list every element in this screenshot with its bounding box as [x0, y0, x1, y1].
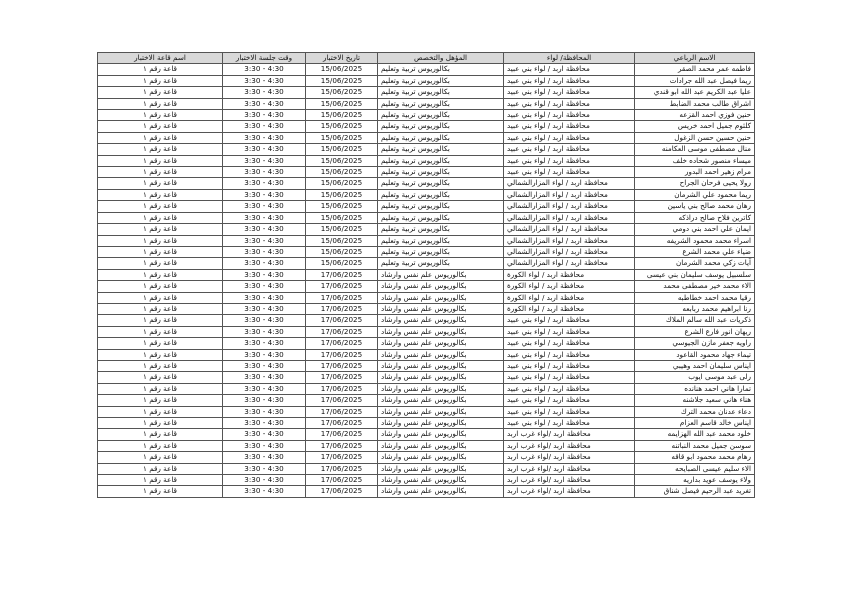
cell-hall: قاعة رقم ١: [98, 383, 223, 394]
cell-time: 3:30 - 4:30: [223, 75, 306, 86]
cell-qualification: بكالوريوس تربية وتعليم: [378, 64, 504, 75]
cell-name: هناء هاني سعيد جلاشنه: [635, 395, 755, 406]
cell-time: 3:30 - 4:30: [223, 246, 306, 257]
cell-hall: قاعة رقم ١: [98, 75, 223, 86]
cell-date: 17/06/2025: [306, 395, 378, 406]
table-row: [98, 292, 755, 303]
table-row: [98, 429, 755, 440]
cell-hall: قاعة رقم ١: [98, 326, 223, 337]
cell-name: ضياء علي محمد الشرع: [635, 246, 755, 257]
cell-name: آيات زكي محمد الشرمان: [635, 258, 755, 269]
table-row: [98, 121, 755, 132]
header-governorate: المحافظة/ لواء: [504, 53, 635, 64]
cell-date: 15/06/2025: [306, 75, 378, 86]
cell-name: سلسبيل يوسف سليمان بني عيسى: [635, 269, 755, 280]
exam-schedule-sheet: [97, 52, 754, 498]
cell-name: ريما فيصل عبد الله جرادات: [635, 75, 755, 86]
table-row: [98, 155, 755, 166]
cell-qualification: بكالوريوس علم نفس وارشاد: [378, 463, 504, 474]
table-row: [98, 87, 755, 98]
cell-name: رقيا محمد احمد خطاطبه: [635, 292, 755, 303]
cell-hall: قاعة رقم ١: [98, 418, 223, 429]
cell-name: ميساء منصور شحاده خلف: [635, 155, 755, 166]
cell-governorate: محافظة اربد / لواء بني عبيد: [504, 372, 635, 383]
table-row: [98, 360, 755, 371]
cell-date: 15/06/2025: [306, 201, 378, 212]
cell-hall: قاعة رقم ١: [98, 98, 223, 109]
cell-governorate: محافظة اربد /لواء غرب اربد: [504, 486, 635, 497]
cell-qualification: بكالوريوس تربية وتعليم: [378, 212, 504, 223]
exam-schedule-table: [97, 52, 755, 498]
table-row: [98, 64, 755, 75]
cell-governorate: محافظة اربد / لواء المزارالشمالي: [504, 212, 635, 223]
cell-governorate: محافظة اربد /لواء غرب اربد: [504, 463, 635, 474]
table-row: [98, 406, 755, 417]
cell-date: 15/06/2025: [306, 87, 378, 98]
table-row: [98, 132, 755, 143]
cell-time: 3:30 - 4:30: [223, 167, 306, 178]
cell-hall: قاعة رقم ١: [98, 349, 223, 360]
cell-time: 3:30 - 4:30: [223, 235, 306, 246]
cell-governorate: محافظة اربد / لواء بني عبيد: [504, 87, 635, 98]
cell-qualification: بكالوريوس تربية وتعليم: [378, 258, 504, 269]
cell-governorate: محافظة اربد /لواء غرب اربد: [504, 452, 635, 463]
cell-governorate: محافظة اربد / لواء بني عبيد: [504, 315, 635, 326]
table-row: [98, 224, 755, 235]
cell-qualification: بكالوريوس علم نفس وارشاد: [378, 406, 504, 417]
cell-governorate: محافظة اربد / لواء بني عبيد: [504, 326, 635, 337]
cell-qualification: بكالوريوس تربية وتعليم: [378, 98, 504, 109]
cell-hall: قاعة رقم ١: [98, 235, 223, 246]
cell-hall: قاعة رقم ١: [98, 201, 223, 212]
cell-name: رولا يحيى فرحان الجراح: [635, 178, 755, 189]
cell-qualification: بكالوريوس تربية وتعليم: [378, 167, 504, 178]
header-hall: اسم قاعة الاختبار: [98, 53, 223, 64]
cell-governorate: محافظة اربد / لواء بني عبيد: [504, 110, 635, 121]
cell-hall: قاعة رقم ١: [98, 258, 223, 269]
cell-date: 15/06/2025: [306, 167, 378, 178]
cell-hall: قاعة رقم ١: [98, 303, 223, 314]
header-name: الاسم الرباعي: [635, 53, 755, 64]
cell-qualification: بكالوريوس علم نفس وارشاد: [378, 429, 504, 440]
cell-hall: قاعة رقم ١: [98, 406, 223, 417]
cell-governorate: محافظة اربد / لواء بني عبيد: [504, 395, 635, 406]
cell-governorate: محافظة اربد / لواء الكورة: [504, 281, 635, 292]
cell-hall: قاعة رقم ١: [98, 110, 223, 121]
cell-date: 17/06/2025: [306, 383, 378, 394]
table-row: [98, 235, 755, 246]
table-row: [98, 326, 755, 337]
cell-name: تمارا هاني احمد هنانده: [635, 383, 755, 394]
cell-governorate: محافظة اربد / لواء الكورة: [504, 269, 635, 280]
cell-governorate: محافظة اربد / لواء بني عبيد: [504, 349, 635, 360]
cell-time: 3:30 - 4:30: [223, 349, 306, 360]
header-date: تاريخ الاختبار: [306, 53, 378, 64]
cell-time: 3:30 - 4:30: [223, 64, 306, 75]
cell-date: 17/06/2025: [306, 440, 378, 451]
cell-date: 17/06/2025: [306, 360, 378, 371]
cell-governorate: محافظة اربد / لواء المزارالشمالي: [504, 246, 635, 257]
cell-date: 17/06/2025: [306, 338, 378, 349]
cell-name: خلود محمد عبد الله الهزايمه: [635, 429, 755, 440]
table-row: [98, 178, 755, 189]
cell-time: 3:30 - 4:30: [223, 178, 306, 189]
header-qualification: المؤهل والتخصص: [378, 53, 504, 64]
cell-hall: قاعة رقم ١: [98, 440, 223, 451]
cell-time: 3:30 - 4:30: [223, 486, 306, 497]
cell-time: 3:30 - 4:30: [223, 326, 306, 337]
cell-hall: قاعة رقم ١: [98, 452, 223, 463]
cell-name: حنين حسين حسن الزغول: [635, 132, 755, 143]
table-body: [98, 64, 755, 497]
cell-governorate: محافظة اربد / لواء بني عبيد: [504, 144, 635, 155]
cell-hall: قاعة رقم ١: [98, 292, 223, 303]
cell-hall: قاعة رقم ١: [98, 144, 223, 155]
cell-hall: قاعة رقم ١: [98, 189, 223, 200]
cell-time: 3:30 - 4:30: [223, 189, 306, 200]
cell-date: 17/06/2025: [306, 429, 378, 440]
cell-name: الاء سليم عيسى الصبايحه: [635, 463, 755, 474]
cell-hall: قاعة رقم ١: [98, 246, 223, 257]
cell-name: كلثوم جميل احمد خريس: [635, 121, 755, 132]
cell-name: مرام زهير احمد البدور: [635, 167, 755, 178]
header-time: وقت جلسة الاختبار: [223, 53, 306, 64]
cell-qualification: بكالوريوس تربية وتعليم: [378, 246, 504, 257]
cell-hall: قاعة رقم ١: [98, 87, 223, 98]
cell-date: 17/06/2025: [306, 269, 378, 280]
cell-governorate: محافظة اربد / لواء بني عبيد: [504, 167, 635, 178]
cell-name: ايناس خالد قاسم العزام: [635, 418, 755, 429]
table-row: [98, 110, 755, 121]
cell-hall: قاعة رقم ١: [98, 132, 223, 143]
cell-governorate: محافظة اربد / لواء المزارالشمالي: [504, 201, 635, 212]
cell-name: ريما محمود علي الشرمان: [635, 189, 755, 200]
cell-hall: قاعة رقم ١: [98, 121, 223, 132]
cell-qualification: بكالوريوس تربية وتعليم: [378, 144, 504, 155]
cell-time: 3:30 - 4:30: [223, 406, 306, 417]
cell-hall: قاعة رقم ١: [98, 395, 223, 406]
cell-name: رهان محمد صالح بني ياسين: [635, 201, 755, 212]
cell-date: 17/06/2025: [306, 475, 378, 486]
table-row: [98, 212, 755, 223]
table-row: [98, 315, 755, 326]
cell-hall: قاعة رقم ١: [98, 429, 223, 440]
cell-governorate: محافظة اربد / لواء بني عبيد: [504, 75, 635, 86]
cell-time: 3:30 - 4:30: [223, 429, 306, 440]
cell-qualification: بكالوريوس علم نفس وارشاد: [378, 281, 504, 292]
cell-name: رلى عبد موسى ايوب: [635, 372, 755, 383]
cell-name: دعاء عدنان محمد الترك: [635, 406, 755, 417]
cell-date: 17/06/2025: [306, 463, 378, 474]
table-row: [98, 258, 755, 269]
cell-hall: قاعة رقم ١: [98, 224, 223, 235]
table-row: [98, 338, 755, 349]
cell-time: 3:30 - 4:30: [223, 338, 306, 349]
cell-governorate: محافظة اربد / لواء بني عبيد: [504, 121, 635, 132]
cell-date: 17/06/2025: [306, 326, 378, 337]
cell-governorate: محافظة اربد / لواء المزارالشمالي: [504, 189, 635, 200]
cell-date: 15/06/2025: [306, 98, 378, 109]
cell-qualification: بكالوريوس علم نفس وارشاد: [378, 440, 504, 451]
cell-qualification: بكالوريوس علم نفس وارشاد: [378, 326, 504, 337]
table-row: [98, 269, 755, 280]
cell-time: 3:30 - 4:30: [223, 201, 306, 212]
cell-qualification: بكالوريوس تربية وتعليم: [378, 155, 504, 166]
cell-name: فاطمه عمر محمد الصقر: [635, 64, 755, 75]
cell-date: 17/06/2025: [306, 303, 378, 314]
cell-qualification: بكالوريوس تربية وتعليم: [378, 110, 504, 121]
table-row: [98, 452, 755, 463]
cell-hall: قاعة رقم ١: [98, 167, 223, 178]
cell-hall: قاعة رقم ١: [98, 212, 223, 223]
cell-date: 17/06/2025: [306, 281, 378, 292]
cell-time: 3:30 - 4:30: [223, 315, 306, 326]
cell-time: 3:30 - 4:30: [223, 110, 306, 121]
cell-date: 17/06/2025: [306, 349, 378, 360]
cell-name: اشراق طالب محمد الضابط: [635, 98, 755, 109]
cell-date: 15/06/2025: [306, 189, 378, 200]
cell-date: 17/06/2025: [306, 418, 378, 429]
cell-governorate: محافظة اربد / لواء بني عبيد: [504, 360, 635, 371]
cell-qualification: بكالوريوس تربية وتعليم: [378, 121, 504, 132]
cell-name: تغريد عبد الرحيم فيصل شناق: [635, 486, 755, 497]
cell-time: 3:30 - 4:30: [223, 452, 306, 463]
cell-hall: قاعة رقم ١: [98, 463, 223, 474]
cell-hall: قاعة رقم ١: [98, 281, 223, 292]
table-row: [98, 303, 755, 314]
cell-governorate: محافظة اربد /لواء غرب اربد: [504, 429, 635, 440]
cell-time: 3:30 - 4:30: [223, 383, 306, 394]
table-row: [98, 281, 755, 292]
cell-qualification: بكالوريوس علم نفس وارشاد: [378, 269, 504, 280]
cell-governorate: محافظة اربد / لواء المزارالشمالي: [504, 235, 635, 246]
table-row: [98, 75, 755, 86]
table-row: [98, 349, 755, 360]
table-row: [98, 201, 755, 212]
cell-date: 15/06/2025: [306, 144, 378, 155]
cell-governorate: محافظة اربد / لواء بني عبيد: [504, 406, 635, 417]
cell-date: 15/06/2025: [306, 178, 378, 189]
cell-hall: قاعة رقم ١: [98, 475, 223, 486]
cell-date: 17/06/2025: [306, 486, 378, 497]
table-row: [98, 440, 755, 451]
cell-qualification: بكالوريوس تربية وتعليم: [378, 75, 504, 86]
cell-qualification: بكالوريوس علم نفس وارشاد: [378, 292, 504, 303]
cell-qualification: بكالوريوس علم نفس وارشاد: [378, 418, 504, 429]
cell-time: 3:30 - 4:30: [223, 292, 306, 303]
cell-governorate: محافظة اربد /لواء غرب اربد: [504, 475, 635, 486]
cell-qualification: بكالوريوس علم نفس وارشاد: [378, 383, 504, 394]
cell-date: 17/06/2025: [306, 292, 378, 303]
cell-date: 15/06/2025: [306, 110, 378, 121]
table-row: [98, 383, 755, 394]
cell-name: راويه جعفر مازن الجيوسي: [635, 338, 755, 349]
cell-date: 15/06/2025: [306, 212, 378, 223]
cell-time: 3:30 - 4:30: [223, 395, 306, 406]
table-row: [98, 395, 755, 406]
cell-name: ايمان علي احمد بني دومي: [635, 224, 755, 235]
cell-time: 3:30 - 4:30: [223, 360, 306, 371]
table-row: [98, 475, 755, 486]
cell-qualification: بكالوريوس علم نفس وارشاد: [378, 303, 504, 314]
cell-governorate: محافظة اربد / لواء المزارالشمالي: [504, 258, 635, 269]
cell-hall: قاعة رقم ١: [98, 360, 223, 371]
cell-hall: قاعة رقم ١: [98, 155, 223, 166]
cell-date: 15/06/2025: [306, 121, 378, 132]
table-row: [98, 246, 755, 257]
cell-time: 3:30 - 4:30: [223, 281, 306, 292]
cell-qualification: بكالوريوس تربية وتعليم: [378, 132, 504, 143]
cell-date: 17/06/2025: [306, 406, 378, 417]
table-row: [98, 486, 755, 497]
cell-time: 3:30 - 4:30: [223, 303, 306, 314]
cell-time: 3:30 - 4:30: [223, 144, 306, 155]
cell-qualification: بكالوريوس علم نفس وارشاد: [378, 486, 504, 497]
cell-name: الاء محمد خير مصطفى محمد: [635, 281, 755, 292]
cell-governorate: محافظة اربد / لواء بني عبيد: [504, 132, 635, 143]
cell-time: 3:30 - 4:30: [223, 132, 306, 143]
cell-qualification: بكالوريوس علم نفس وارشاد: [378, 349, 504, 360]
cell-qualification: بكالوريوس تربية وتعليم: [378, 189, 504, 200]
cell-qualification: بكالوريوس تربية وتعليم: [378, 201, 504, 212]
cell-time: 3:30 - 4:30: [223, 258, 306, 269]
cell-hall: قاعة رقم ١: [98, 338, 223, 349]
cell-name: ايناس سليمان احمد وهيبي: [635, 360, 755, 371]
cell-time: 3:30 - 4:30: [223, 463, 306, 474]
cell-time: 3:30 - 4:30: [223, 224, 306, 235]
cell-qualification: بكالوريوس علم نفس وارشاد: [378, 475, 504, 486]
cell-name: اسراء محمد محمود الشريفه: [635, 235, 755, 246]
cell-name: ولاء يوسف عويد بداريه: [635, 475, 755, 486]
table-row: [98, 372, 755, 383]
cell-qualification: بكالوريوس علم نفس وارشاد: [378, 372, 504, 383]
cell-time: 3:30 - 4:30: [223, 269, 306, 280]
cell-date: 17/06/2025: [306, 452, 378, 463]
cell-date: 15/06/2025: [306, 64, 378, 75]
cell-hall: قاعة رقم ١: [98, 372, 223, 383]
cell-governorate: محافظة اربد /لواء غرب اربد: [504, 440, 635, 451]
cell-name: منال مصطفى موسى العكامنه: [635, 144, 755, 155]
table-row: [98, 98, 755, 109]
cell-governorate: محافظة اربد / لواء بني عبيد: [504, 98, 635, 109]
cell-qualification: بكالوريوس تربية وتعليم: [378, 178, 504, 189]
cell-qualification: بكالوريوس تربية وتعليم: [378, 235, 504, 246]
cell-governorate: محافظة اربد / لواء بني عبيد: [504, 418, 635, 429]
cell-governorate: محافظة اربد / لواء بني عبيد: [504, 155, 635, 166]
cell-hall: قاعة رقم ١: [98, 178, 223, 189]
cell-date: 17/06/2025: [306, 315, 378, 326]
cell-time: 3:30 - 4:30: [223, 418, 306, 429]
table-row: [98, 189, 755, 200]
table-row: [98, 418, 755, 429]
cell-date: 15/06/2025: [306, 132, 378, 143]
cell-name: رنا ابراهيم محمد ربابعه: [635, 303, 755, 314]
cell-qualification: بكالوريوس علم نفس وارشاد: [378, 338, 504, 349]
cell-governorate: محافظة اربد / لواء بني عبيد: [504, 383, 635, 394]
cell-time: 3:30 - 4:30: [223, 87, 306, 98]
cell-governorate: محافظة اربد / لواء المزارالشمالي: [504, 224, 635, 235]
cell-time: 3:30 - 4:30: [223, 212, 306, 223]
cell-time: 3:30 - 4:30: [223, 440, 306, 451]
cell-time: 3:30 - 4:30: [223, 121, 306, 132]
cell-time: 3:30 - 4:30: [223, 475, 306, 486]
cell-governorate: محافظة اربد / لواء بني عبيد: [504, 64, 635, 75]
cell-date: 17/06/2025: [306, 372, 378, 383]
header-row: [98, 53, 755, 64]
cell-name: تيماء جهاد محمود القاعود: [635, 349, 755, 360]
cell-qualification: بكالوريوس علم نفس وارشاد: [378, 395, 504, 406]
cell-hall: قاعة رقم ١: [98, 64, 223, 75]
cell-time: 3:30 - 4:30: [223, 98, 306, 109]
cell-name: حنين فوزي احمد القزعه: [635, 110, 755, 121]
cell-name: ريهان انور فارع الشرع: [635, 326, 755, 337]
cell-time: 3:30 - 4:30: [223, 155, 306, 166]
cell-date: 15/06/2025: [306, 246, 378, 257]
cell-governorate: محافظة اربد / لواء الكورة: [504, 303, 635, 314]
cell-qualification: بكالوريوس علم نفس وارشاد: [378, 452, 504, 463]
table-row: [98, 463, 755, 474]
cell-governorate: محافظة اربد / لواء بني عبيد: [504, 338, 635, 349]
cell-qualification: بكالوريوس علم نفس وارشاد: [378, 315, 504, 326]
cell-name: كاترين فلاح صالح دراذكه: [635, 212, 755, 223]
cell-qualification: بكالوريوس تربية وتعليم: [378, 224, 504, 235]
cell-date: 15/06/2025: [306, 258, 378, 269]
cell-qualification: بكالوريوس تربية وتعليم: [378, 87, 504, 98]
cell-date: 15/06/2025: [306, 235, 378, 246]
cell-hall: قاعة رقم ١: [98, 486, 223, 497]
cell-hall: قاعة رقم ١: [98, 269, 223, 280]
cell-hall: قاعة رقم ١: [98, 315, 223, 326]
cell-governorate: محافظة اربد / لواء الكورة: [504, 292, 635, 303]
cell-time: 3:30 - 4:30: [223, 372, 306, 383]
cell-governorate: محافظة اربد / لواء المزارالشمالي: [504, 178, 635, 189]
cell-qualification: بكالوريوس علم نفس وارشاد: [378, 360, 504, 371]
table-row: [98, 144, 755, 155]
cell-name: سوسن جميل محمد النباتنه: [635, 440, 755, 451]
cell-name: رهام محمد محمود ابو قاقه: [635, 452, 755, 463]
cell-date: 15/06/2025: [306, 224, 378, 235]
table-row: [98, 167, 755, 178]
cell-name: عليا عبد الكريم عبد الله ابو قندي: [635, 87, 755, 98]
cell-date: 15/06/2025: [306, 155, 378, 166]
cell-name: ذكريات عبد الله سالم الملاك: [635, 315, 755, 326]
